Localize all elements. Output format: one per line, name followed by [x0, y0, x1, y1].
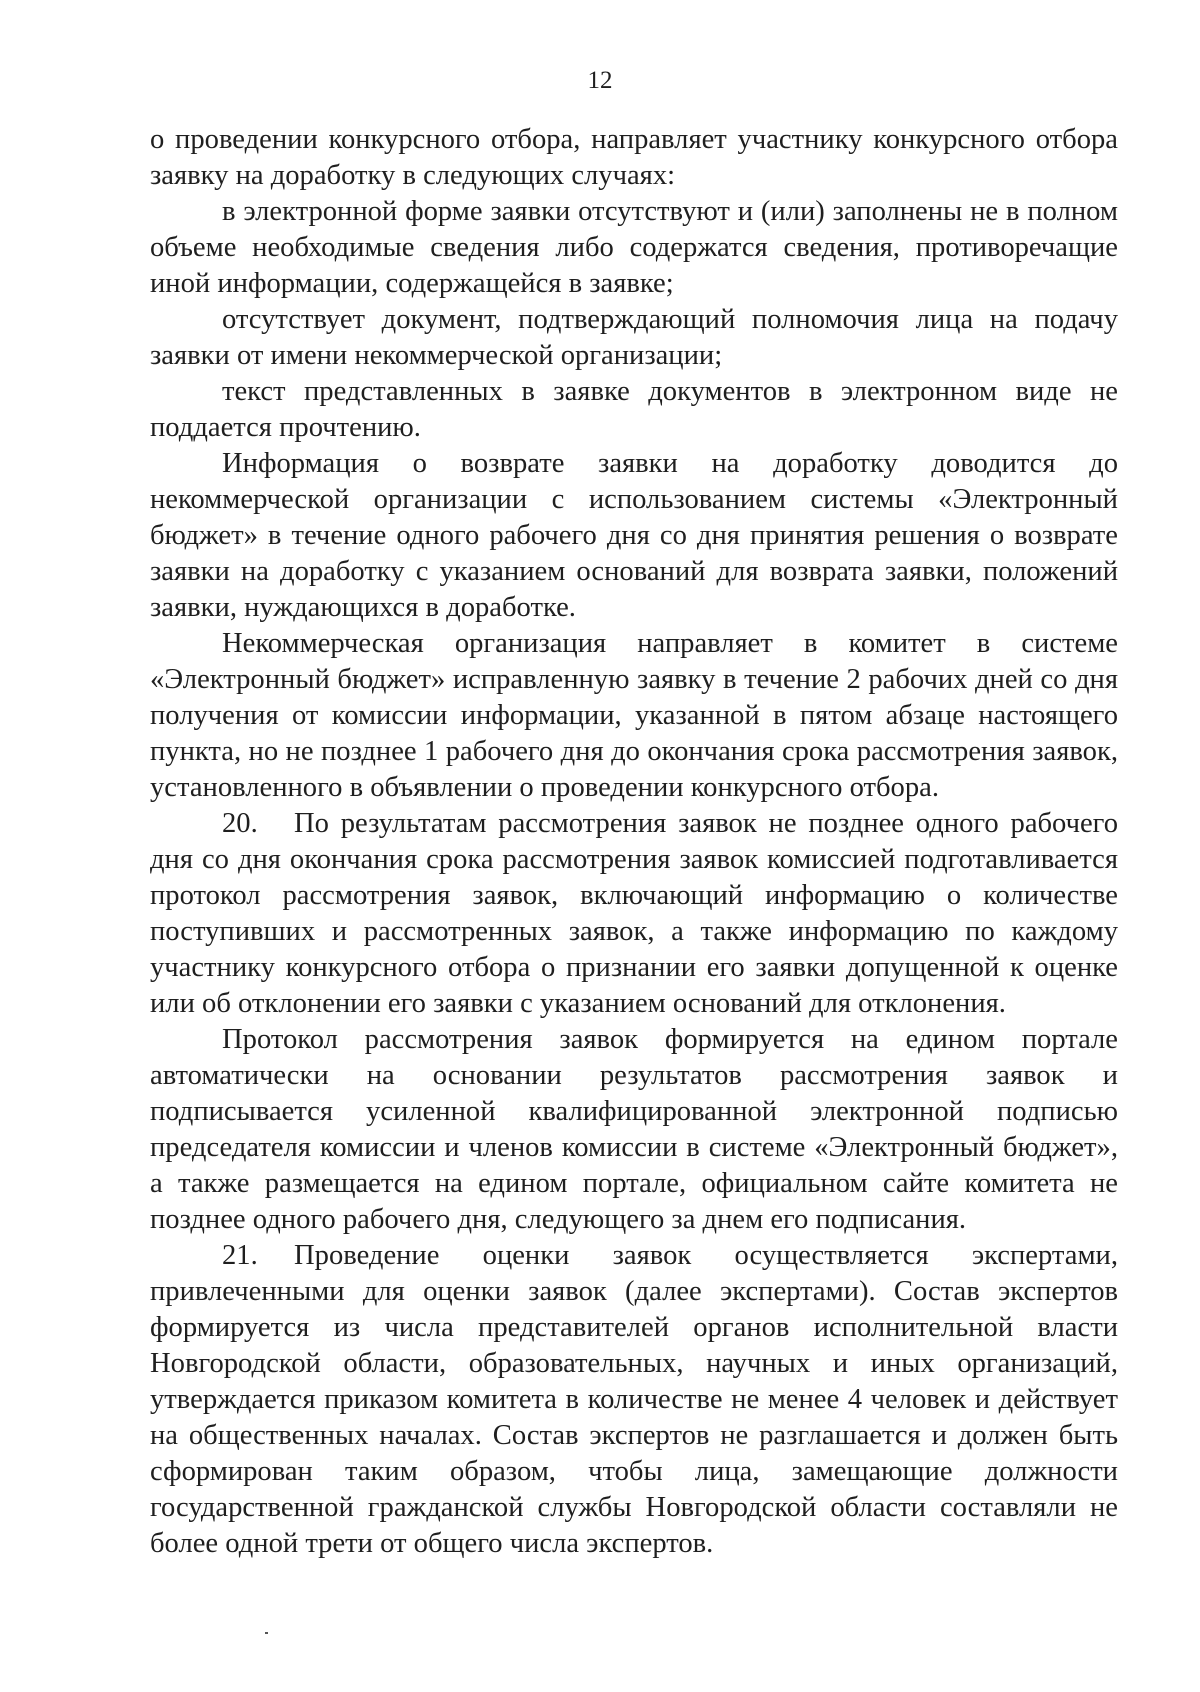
- paragraph-return-notice: Информация о возврате заявки на доработку доводится до некоммерческой организации с использованием системы «Электронный бюджет» в течение одного рабочего дня со дня принятия решения о возврате заявки на доработку с указанием оснований для возврата заявки, положений заявки, нуждающихся в доработке.: [150, 448, 1118, 623]
- paragraph-resubmission: Некоммерческая организация направляет в комитет в системе «Электронный бюджет» исправленную заявку в течение 2 рабочих дней со дня получения от комиссии информации, указанной в пятом абзаце настоящего пункта, но не позднее 1 рабочего дня до окончания срока рассмотрения заявок, установленного в объявлении о проведении конкурсного отбора.: [150, 628, 1118, 803]
- paragraph-case-unreadable: текст представленных в заявке документов в электронном виде не поддается прочтению.: [150, 376, 1118, 443]
- paragraph-case-missing-info: в электронной форме заявки отсутствуют и (или) заполнены не в полном объеме необходимые сведения либо содержатся сведения, противоречащие иной информации, содержащейся в заявке;: [150, 196, 1118, 299]
- paragraph-protocol: Протокол рассмотрения заявок формируется на едином портале автоматически на основании результатов рассмотрения заявок и подписывается усиленной квалифицированной электронной подписью председателя комиссии и членов комиссии в системе «Электронный бюджет», а также размещается на едином портале, официальном сайте комитета не позднее одного рабочего дня, следующего за днем его подписания.: [150, 1024, 1118, 1235]
- item-20: [150, 806, 1118, 1022]
- item-21-number: 21.: [222, 1240, 258, 1271]
- item-20-number: 20.: [222, 808, 258, 839]
- item-21: [150, 1238, 1118, 1562]
- paragraph-continuation: о проведении конкурсного отбора, направляет участнику конкурсного отбора заявку на доработку в следующих случаях:: [150, 124, 1118, 191]
- paragraph-case-no-authority-doc: отсутствует документ, подтверждающий полномочия лица на подачу заявки от имени некоммерческой организации;: [150, 304, 1118, 371]
- scan-speck: [265, 1632, 268, 1634]
- item-21-text: Проведение оценки заявок осуществляется экспертами, привлеченными для оценки заявок (далее экспертами). Состав экспертов формируется из числа представителей органов исполнительной власти Новгородской области, образовательных, научных и иных организаций, утверждается приказом комитета в количестве не менее 4 человек и действует на общественных началах. Состав экспертов не разглашается и должен быть сформирован таким образом, чтобы лица, замещающие должности государственной гражданской службы Новгородской области составляли не более одной трети от общего числа экспертов.: [150, 1240, 1118, 1559]
- item-20-text: По результатам рассмотрения заявок не позднее одного рабочего дня со дня окончания срока рассмотрения заявок комиссией подготавливается протокол рассмотрения заявок, включающий информацию о количестве поступивших и рассмотренных заявок, а также информацию по каждому участнику конкурсного отбора о признании его заявки допущенной к оценке или об отклонении его заявки с указанием оснований для отклонения.: [150, 808, 1118, 1019]
- page-number: 12: [587, 67, 613, 94]
- document-body: [150, 122, 1118, 1562]
